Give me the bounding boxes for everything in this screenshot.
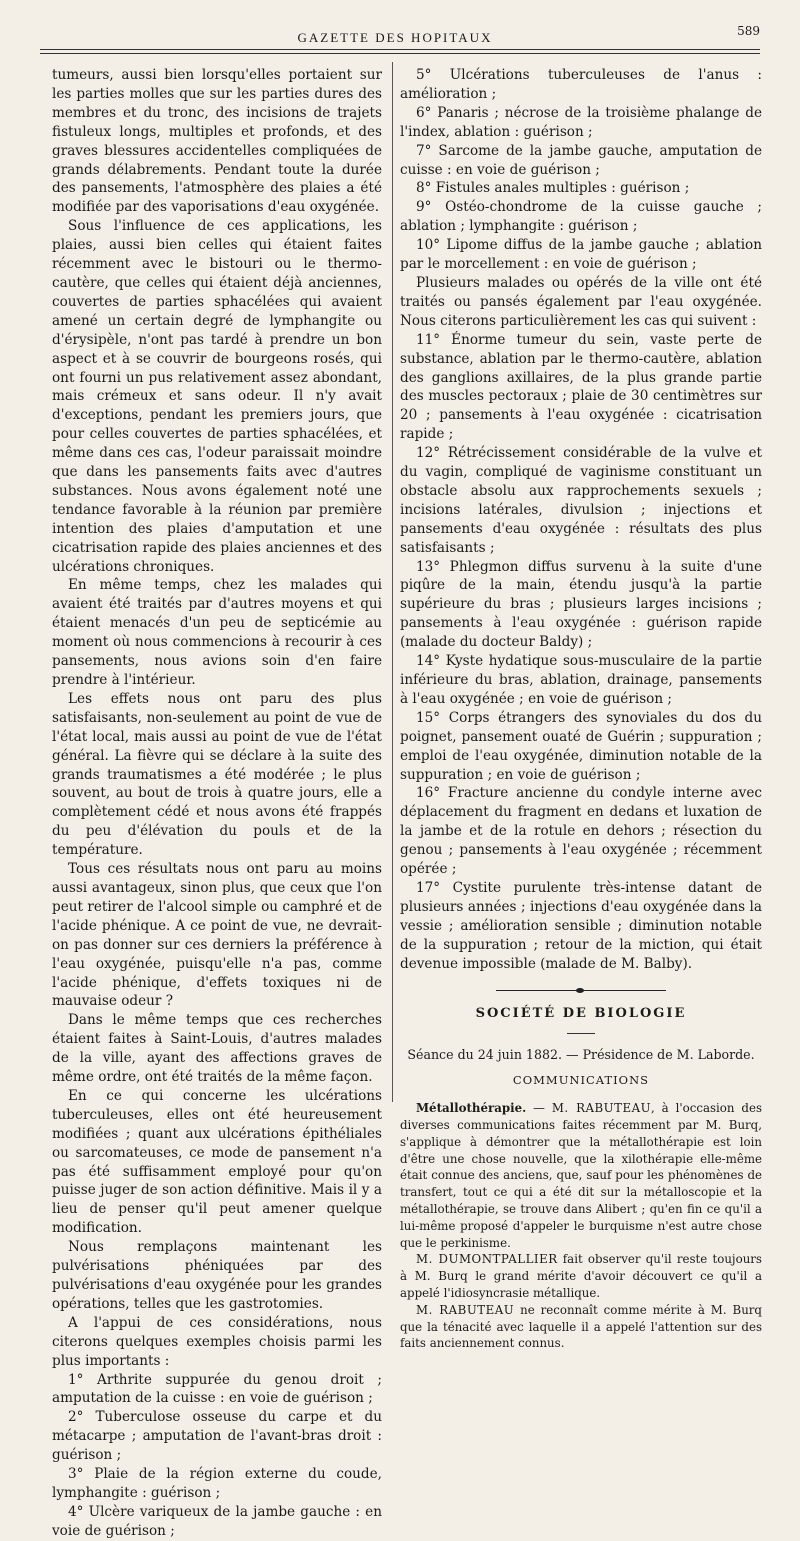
list-item: 17° Cystite purulente très-intense datant de plusieurs années ; injections d'eau oxygénée dans la vessie ; amélioration sensible ; diminution notable de la suppuration ; retour de la miction, qui était devenue impossible (malade de M. Balby). [400, 879, 762, 972]
speaker-name: M. RABUTEAU [416, 1302, 515, 1317]
page-number: 589 [737, 24, 760, 38]
list-item: 14° Kyste hydatique sous-musculaire de la partie inférieure du bras, ablation, drainage, pansements à l'eau oxygénée ; en voie de guérison ; [400, 653, 762, 707]
paragraph: tumeurs, aussi bien lorsqu'elles portaient sur les parties molles que sur les parties dures des membres et du tronc, des incisions de trajets fistuleux longs, multiples et profonds, et des graves blessures accidentelles compliquées de grands délabrements. Pendant toute la durée des pansements, l'atmosphère des plaies a été modifiée par des vaporisations d'eau oxygénée. [52, 67, 382, 216]
session-line: Séance du 24 juin 1882. — Présidence de M. Laborde. [407, 1047, 755, 1063]
left-column [52, 66, 382, 1541]
section-title: SOCIÉTÉ DE BIOLOGIE [475, 1005, 687, 1021]
paragraph: Les effets nous ont paru des plus satisfaisants, non-seulement au point de vue de l'état local, mais aussi au point de vue de l'état général. La fièvre qui se déclare à la suite des grands traumatismes a été modérée ; le plus souvent, au bout de trois à quatre jours, elle a complètement cédé et nous avons été frappés du peu d'élévation du pouls et de la température. [52, 690, 382, 859]
list-item: 15° Corps étrangers des synoviales du dos du poignet, pansement ouaté de Guérin ; suppuration ; emploi de l'eau oxygénée, diminution notable de la suppuration ; en voie de guérison ; [400, 709, 762, 783]
list-item: 5° Ulcérations tuberculeuses de l'anus : amélioration ; [400, 67, 762, 102]
list-item: 12° Rétrécissement considérable de la vulve et du vagin, compliqué de vaginisme constituant un obstacle absolu aux rapprochements sexuels ; incisions latérales, divulsion ; injections et pansements d'eau oxygénée : résultats des plus satisfaisants ; [400, 445, 762, 556]
list-item: 16° Fracture ancienne du condyle interne avec déplacement du fragment en dedans et luxation de la jambe et de la rotule en dehors ; résection du genou ; pansements à l'eau oxygénée ; récemment opérée ; [400, 785, 762, 878]
paragraph: Tous ces résultats nous ont paru au moins aussi avantageux, sinon plus, que ceux que l'on peut retirer de l'alcool simple ou camphré et de l'acide phénique. A ce point de vue, ne devrait-on pas donner sur ces derniers la préférence à l'eau oxygénée, puisqu'elle n'a pas, comme l'acide phénique, d'effets toxiques ni de mauvaise odeur ? [52, 861, 382, 1010]
list-item: 3° Plaie de la région externe du coude, lymphangite : guérison ; [52, 1466, 382, 1501]
list-item: 7° Sarcome de la jambe gauche, amputation de cuisse : en voie de guérison ; [400, 142, 762, 178]
speaker-name: M. RABUTEAU [551, 1101, 652, 1116]
topic-term: Métallothérapie. [416, 1101, 527, 1116]
short-divider [567, 1033, 595, 1034]
list-item: 10° Lipome diffus de la jambe gauche ; ablation par le morcellement : en voie de guérison ; [400, 237, 762, 273]
paragraph: En ce qui concerne les ulcérations tuberculeuses, elles ont été heureusement modifiées ; quant aux ulcérations épithéliales ou sarcomateuses, ce mode de pansement n'a pas été suffisamment employé pour qu'on puisse juger de son action définitive. Mais il y a lieu de penser qu'il peut amener quelque modification. [52, 1087, 382, 1237]
section-divider [496, 990, 666, 991]
society-text: , à l'occasion des diverses communications faites récemment par M. Burq, s'applique à démontrer que la métallothérapie est loin d'être une chose nouvelle, que la xilothérapie elle-même était connue des anciens, que, sauf pour les phénomènes de transfert, tout ce qui a été dit sur la métalloscopie et la métallothérapie, se trouve dans Alibert ; qu'en fin ce qu'il a lui-même proposé d'appeler le burquisme n'est autre chose que le perkinisme. [400, 1101, 762, 1250]
journal-title: GAZETTE DES HOPITAUX [297, 30, 493, 45]
paragraph: En même temps, chez les malades qui avaient été traités par d'autres moyens et qui étaient menacés d'un peu de septicémie au moment où nous commencions à recourir à ces pansements, nous avions soin d'en faire prendre à l'intérieur. [52, 577, 382, 688]
paragraph: Dans le même temps que ces recherches étaient faites à Saint-Louis, d'autres malades de la ville, ayant des affections graves de même ordre, ont été traités de la même façon. [52, 1012, 382, 1086]
list-item: 8° Fistules anales multiples : guérison ; [416, 180, 690, 197]
paragraph: Sous l'influence de ces applications, les plaies, aussi bien celles qui étaient faites récemment avec le bistouri ou le thermo-cautère, que celles qui étaient déjà anciennes, couvertes de parties sphacélées qui avaient amené un certain degré de lymphangite ou d'érysipèle, n'ont pas tardé à prendre un bon aspect et à se couvrir de bourgeons rosés, qui ont fourni un pus relativement assez abondant, mais crémeux et sans odeur. Il n'y avait d'exceptions, pendant les premiers jours, que pour celles couvertes de parties sphacélées, et même dans ces cas, l'odeur paraissait moindre que dans les pansements faits avec d'autres substances. Nous avons également noté une tendance favorable à la réunion par première intention des plaies d'amputation et une cicatrisation rapide des plaies anciennes et des ulcérations chroniques. [52, 218, 382, 575]
list-item: 13° Phlegmon diffus survenu à la suite d'une piqûre de la main, étendu jusqu'à la partie supérieure du bras ; plusieurs larges incisions ; pansements à l'eau oxygénée : guérison rapide (malade du docteur Baldy) ; [400, 558, 762, 651]
paragraph: Nous remplaçons maintenant les pulvérisations phéniquées par des pulvérisations d'eau oxygénée pour les grandes opérations, telles que les gastrotomies. [52, 1239, 382, 1312]
society-paragraph [400, 1251, 762, 1301]
list-item: 4° Ulcère variqueux de la jambe gauche : en voie de guérison ; [52, 1503, 382, 1539]
society-paragraph [400, 1302, 762, 1352]
list-item: 6° Panaris ; nécrose de la troisième phalange de l'index, ablation : guérison ; [400, 104, 762, 140]
page-header [30, 24, 760, 50]
society-text: ne reconnaît comme mérite à M. Burq que la ténacité avec laquelle il a appelé l'attention sur des faits anciennement connus. [400, 1302, 762, 1351]
list-item: 1° Arthrite suppurée du genou droit ; amputation de la cuisse : en voie de guérison ; [52, 1371, 382, 1407]
list-item: 2° Tuberculose osseuse du carpe et du métacarpe ; amputation de l'avant-bras droit : guérison ; [52, 1409, 382, 1464]
right-column [400, 66, 762, 1352]
communications-heading: COMMUNICATIONS [512, 1073, 650, 1088]
header-rule [40, 49, 760, 50]
society-paragraph: Métallothérapie. — M. RABUTEAU, à l'occasion des diverses communications faites récemment par M. Burq, s'applique à démontrer que la métallothérapie est loin d'être une chose nouvelle, que la xilothérapie elle-même était connue des anciens, que, sauf pour les phénomènes de transfert, tout ce qui a été dit sur la métalloscopie et la métallothérapie, se trouve dans Alibert ; qu'en fin ce qu'il a lui-même proposé d'appeler le burquisme n'est autre chose que le perkinisme. [400, 1101, 762, 1250]
paragraph: A l'appui de ces considérations, nous citerons quelques exemples choisis parmi les plus importants : [52, 1314, 382, 1369]
column-divider [392, 62, 393, 1102]
list-item: 11° Énorme tumeur du sein, vaste perte de substance, ablation par le thermo-cautère, ablation des ganglions axillaires, de la plus grande partie des muscles pectoraux ; plaie de 30 centimètres sur 20 ; pansements à l'eau oxygénée : cicatrisation rapide ; [400, 331, 762, 443]
society-text: fait observer qu'il reste toujours à M. Burq le grand mérite d'avoir découvert ce qu'il a appelé l'idiosyncrasie métallique. [400, 1252, 762, 1300]
header-rule-thick [40, 53, 760, 54]
list-item: 9° Ostéo-chondrome de la cuisse gauche ; ablation ; lymphangite : guérison ; [400, 199, 762, 235]
speaker-name: M. DUMONTPALLIER [416, 1252, 558, 1267]
paragraph: Plusieurs malades ou opérés de la ville ont été traités ou pansés également par l'eau oxygénée. Nous citerons particulièrement les cas qui suivent : [400, 274, 762, 329]
